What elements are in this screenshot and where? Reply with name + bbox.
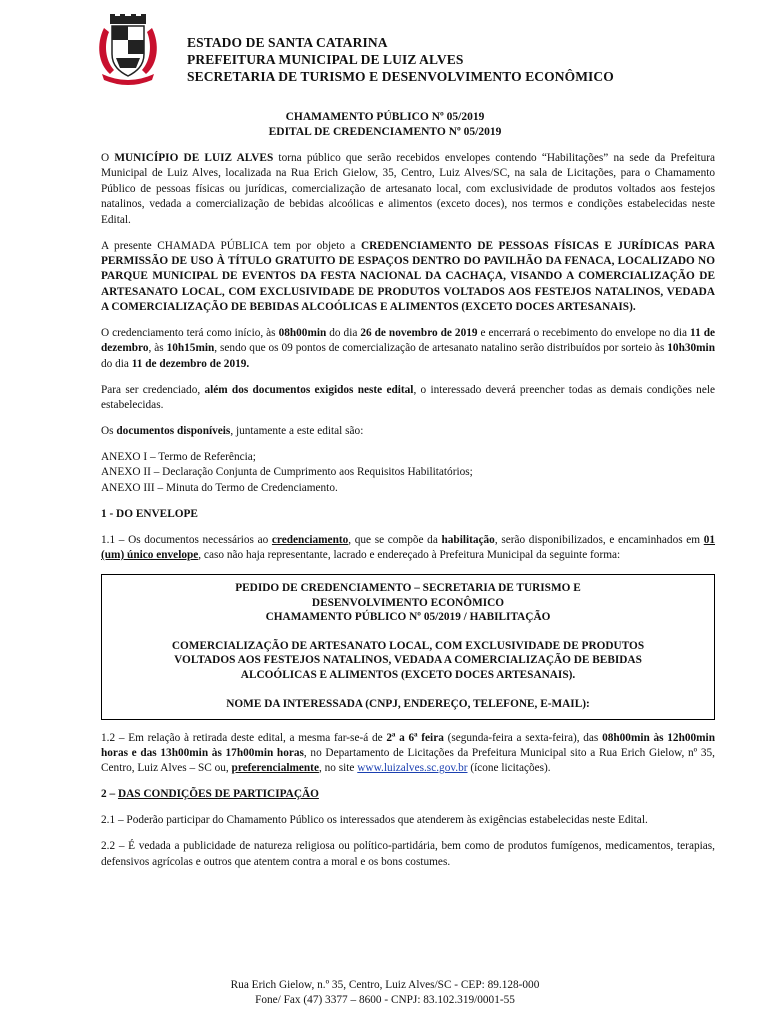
box-line: CHAMAMENTO PÚBLICO Nº 05/2019 / HABILITAÇÃO bbox=[265, 611, 551, 624]
text-run: 1.2 – Em relação à retirada deste edital, a mesma far-se-á de bbox=[101, 731, 387, 744]
document-body bbox=[101, 151, 715, 880]
text-run: habilitação bbox=[441, 533, 495, 546]
text-run: , no Departamento de Licitações da Prefeitura Municipal sito a Rua Erich Gielow, nº 35, Centro, Luiz Alves – SC ou, bbox=[101, 747, 715, 775]
requirements-paragraph bbox=[101, 383, 715, 414]
text-run: 2ª a 6ª feira bbox=[386, 731, 444, 744]
text-run: , no site bbox=[318, 762, 358, 775]
text-run: , que se compõe da bbox=[348, 533, 442, 546]
clause-1-2 bbox=[101, 731, 715, 777]
footer-contact: Fone/ Fax (47) 3377 – 8600 - CNPJ: 83.102.319/0001-55 bbox=[255, 994, 515, 1006]
text-run: CREDENCIAMENTO DE PESSOAS FÍSICAS E JURÍDICAS PARA PERMISSÃO DE USO À TÍTULO GRATUITO DE ESPAÇOS DENTRO DO PAVILHÃO DA FENACA, LOCALIZADO NO PARQUE MUNICIPAL DE EVENTOS DA FESTA NACIONAL DA CACHAÇA, VISANDO A COMERCIALIZAÇÃO DE ARTESANATO LOCAL, COM EXCLUSIVIDADE DE PRODUTOS VOLTADOS AOS FESTEJOS NATALINOS, VEDADA A COMERCIALIZAÇÃO DE BEBIDAS ALCOÓLICAS E ALIMENTOS (EXCETO DOCES ARTESANAIS). bbox=[101, 239, 715, 314]
documents-paragraph bbox=[101, 424, 715, 439]
object-paragraph bbox=[101, 239, 715, 316]
text-run: e encerrará o recebimento do envelope no dia bbox=[477, 327, 691, 340]
header-state: ESTADO DE SANTA CATARINA bbox=[187, 35, 388, 50]
call-title: CHAMAMENTO PÚBLICO Nº 05/2019 bbox=[285, 111, 485, 123]
text-run: documentos disponíveis bbox=[116, 425, 231, 438]
text-run: (segunda-feira a sexta-feira), das bbox=[443, 731, 603, 744]
header-secretariat: SECRETARIA DE TURISMO E DESENVOLVIMENTO ECONÔMICO bbox=[187, 69, 614, 84]
clause-1-1 bbox=[101, 533, 715, 564]
text-run: A presente CHAMADA PÚBLICA tem por objeto a bbox=[101, 239, 361, 252]
document-header bbox=[187, 34, 707, 85]
annex-item: ANEXO II – Declaração Conjunta de Cumprimento aos Requisitos Habilitatórios; bbox=[101, 466, 473, 479]
text-run: O credenciamento terá como início, às bbox=[101, 327, 279, 340]
municipal-coat-of-arms-icon bbox=[96, 14, 160, 86]
box-line: ALCOÓLICAS E ALIMENTOS (EXCETO DOCES ARTESANAIS). bbox=[240, 668, 576, 681]
header-prefecture: PREFEITURA MUNICIPAL DE LUIZ ALVES bbox=[187, 52, 464, 67]
text-run: Os bbox=[101, 425, 117, 438]
box-line: PEDIDO DE CREDENCIAMENTO – SECRETARIA DE TURISMO E bbox=[235, 581, 581, 594]
clause-2-2: 2.2 – É vedada a publicidade de natureza religiosa ou político-partidária, bem como de produtos fumígenos, medicamentos, terapias, defensivos agrícolas e outros que atentem contra a moral e os bons costumes. bbox=[101, 840, 715, 868]
text-run: preferencialmente bbox=[231, 762, 319, 775]
text-run: , às bbox=[148, 342, 167, 355]
annex-item: ANEXO I – Termo de Referência; bbox=[101, 451, 256, 463]
text-run: 10h15min bbox=[166, 342, 215, 355]
clause-2-1: 2.1 – Poderão participar do Chamamento Público os interessados que atenderem às exigências estabelecidas neste Edital. bbox=[101, 814, 648, 827]
text-run: 01 (um) único envelope bbox=[101, 533, 716, 562]
text-run: 11 de dezembro bbox=[101, 327, 716, 355]
website-link[interactable]: www.luizalves.sc.gov.br bbox=[357, 762, 468, 775]
text-run: 08h00min bbox=[278, 327, 327, 340]
annex-list bbox=[101, 450, 715, 496]
box-line: COMERCIALIZAÇÃO DE ARTESANATO LOCAL, COM EXCLUSIVIDADE DE PRODUTOS bbox=[171, 639, 645, 652]
text-run: credenciamento bbox=[271, 533, 349, 546]
text-run: 26 de novembro de 2019 bbox=[360, 327, 478, 340]
text-run: 1.1 – Os documentos necessários ao bbox=[101, 533, 272, 546]
box-line: VOLTADOS AOS FESTEJOS NATALINOS, VEDADA A COMERCIALIZAÇÃO DE BEBIDAS bbox=[174, 654, 642, 667]
text-run: DAS CONDIÇÕES DE PARTICIPAÇÃO bbox=[117, 788, 319, 801]
text-run: (ícone licitações). bbox=[467, 762, 551, 775]
text-run: 2 – bbox=[101, 788, 118, 801]
text-run: , juntamente a este edital são: bbox=[230, 425, 364, 438]
text-run: do dia bbox=[326, 327, 361, 340]
annex-item: ANEXO III – Minuta do Termo de Credenciamento. bbox=[101, 481, 338, 494]
text-run: além dos documentos exigidos neste edital bbox=[204, 383, 414, 396]
text-run: , sendo que os 09 pontos de comercialização de artesanato natalino serão distribuídos por sorteio às bbox=[214, 342, 668, 355]
footer-address: Rua Erich Gielow, n.º 35, Centro, Luiz Alves/SC - CEP: 89.128-000 bbox=[230, 979, 540, 991]
text-run: Para ser credenciado, bbox=[101, 383, 205, 396]
section-heading-participation bbox=[101, 787, 715, 802]
text-run: MUNICÍPIO DE LUIZ ALVES bbox=[114, 152, 274, 164]
text-run: , serão disponibilizados, e encaminhados em bbox=[494, 533, 704, 546]
text-run: torna público que serão recebidos envelopes contendo “Habilitações” na sede da Prefeitura Municipal de Luiz Alves, localizada na Rua Erich Gielow, 35, Centro, Luiz Alves/SC, na sala de Licitações, para o Chamamento Público de pessoas físicas ou jurídicas, comercialização de artesanato local, com exclusividade de produtos voltados aos festejos natalinos, vedada a comercialização de bebidas alcoólicas e alimentos (exceto doces), nos termos e condições estabelecidas neste Edital. bbox=[101, 152, 715, 226]
intro-paragraph bbox=[101, 151, 715, 228]
text-run: 10h30min bbox=[667, 342, 715, 355]
envelope-label-box bbox=[101, 574, 715, 720]
box-line: NOME DA INTERESSADA (CNPJ, ENDEREÇO, TELEFONE, E-MAIL): bbox=[226, 697, 590, 710]
document-footer bbox=[0, 978, 770, 1008]
text-run: O bbox=[101, 152, 115, 164]
section-heading-envelope: 1 - DO ENVELOPE bbox=[101, 507, 198, 520]
edital-title: EDITAL DE CREDENCIAMENTO Nº 05/2019 bbox=[268, 126, 502, 138]
text-run: 11 de dezembro de 2019. bbox=[131, 357, 250, 370]
text-run: , caso não haja representante, lacrado e endereçado à Prefeitura Municipal da seguinte forma: bbox=[198, 549, 621, 562]
schedule-paragraph bbox=[101, 326, 715, 372]
document-titles bbox=[0, 110, 770, 140]
text-run: 08h00min às 12h00min horas e das 13h00min às 17h00min horas bbox=[101, 731, 715, 759]
text-run: , o interessado deverá preencher todas as demais condições nele estabelecidas. bbox=[101, 383, 716, 412]
text-run: do dia bbox=[101, 357, 132, 370]
box-line: DESENVOLVIMENTO ECONÔMICO bbox=[311, 596, 505, 609]
